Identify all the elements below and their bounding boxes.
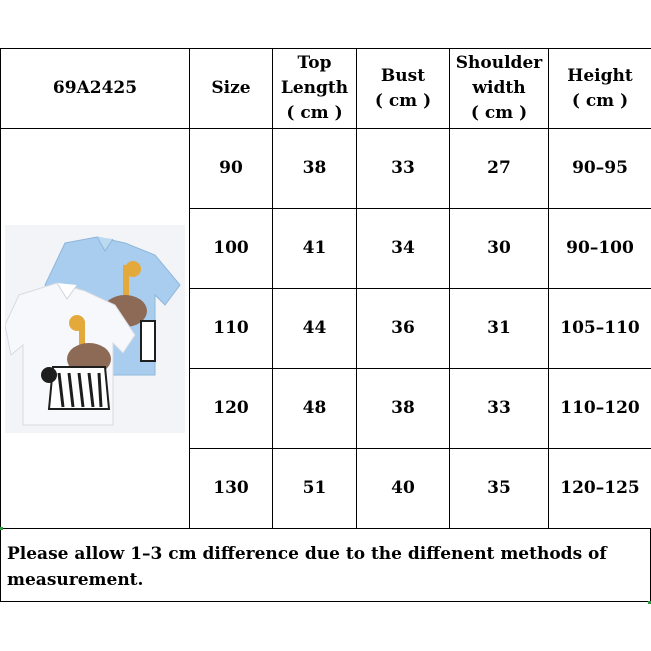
shoulder-width-header: Shoulder width ( cm ) <box>450 49 549 129</box>
top-length-cell: 38 <box>273 129 357 209</box>
bust-cell: 40 <box>357 449 450 529</box>
measurement-note-box <box>0 529 651 602</box>
height-header: Height ( cm ) <box>549 49 651 129</box>
size-cell: 90 <box>190 129 273 209</box>
size-header: Size <box>190 49 273 129</box>
size-cell: 110 <box>190 289 273 369</box>
bust-cell: 33 <box>357 129 450 209</box>
table-row <box>1 129 651 209</box>
shoulder-width-cell: 33 <box>450 369 549 449</box>
top-length-cell: 41 <box>273 209 357 289</box>
size-cell: 100 <box>190 209 273 289</box>
size-chart-sheet <box>0 48 651 602</box>
measurement-note-text: Please allow 1–3 cm difference due to the diffenent methods of measurement. <box>7 544 607 590</box>
top-length-cell: 51 <box>273 449 357 529</box>
top-length-header: Top Length ( cm ) <box>273 49 357 129</box>
product-code-header: 69A2425 <box>1 49 190 129</box>
product-image-cell <box>1 129 190 529</box>
size-chart-table <box>0 48 651 529</box>
bust-cell: 34 <box>357 209 450 289</box>
shoulder-width-cell: 35 <box>450 449 549 529</box>
height-cell: 90–100 <box>549 209 651 289</box>
bust-cell: 36 <box>357 289 450 369</box>
size-cell: 120 <box>190 369 273 449</box>
top-length-cell: 44 <box>273 289 357 369</box>
bust-header: Bust ( cm ) <box>357 49 450 129</box>
shoulder-width-cell: 27 <box>450 129 549 209</box>
height-cell: 90–95 <box>549 129 651 209</box>
size-cell: 130 <box>190 449 273 529</box>
shoulder-width-cell: 31 <box>450 289 549 369</box>
height-cell: 110–120 <box>549 369 651 449</box>
shoulder-width-cell: 30 <box>450 209 549 289</box>
product-photo <box>5 225 185 433</box>
bust-cell: 38 <box>357 369 450 449</box>
top-length-cell: 48 <box>273 369 357 449</box>
corner-mark <box>0 527 3 530</box>
height-cell: 105–110 <box>549 289 651 369</box>
shirts-illustration <box>5 225 185 433</box>
header-row <box>1 49 651 129</box>
height-cell: 120–125 <box>549 449 651 529</box>
